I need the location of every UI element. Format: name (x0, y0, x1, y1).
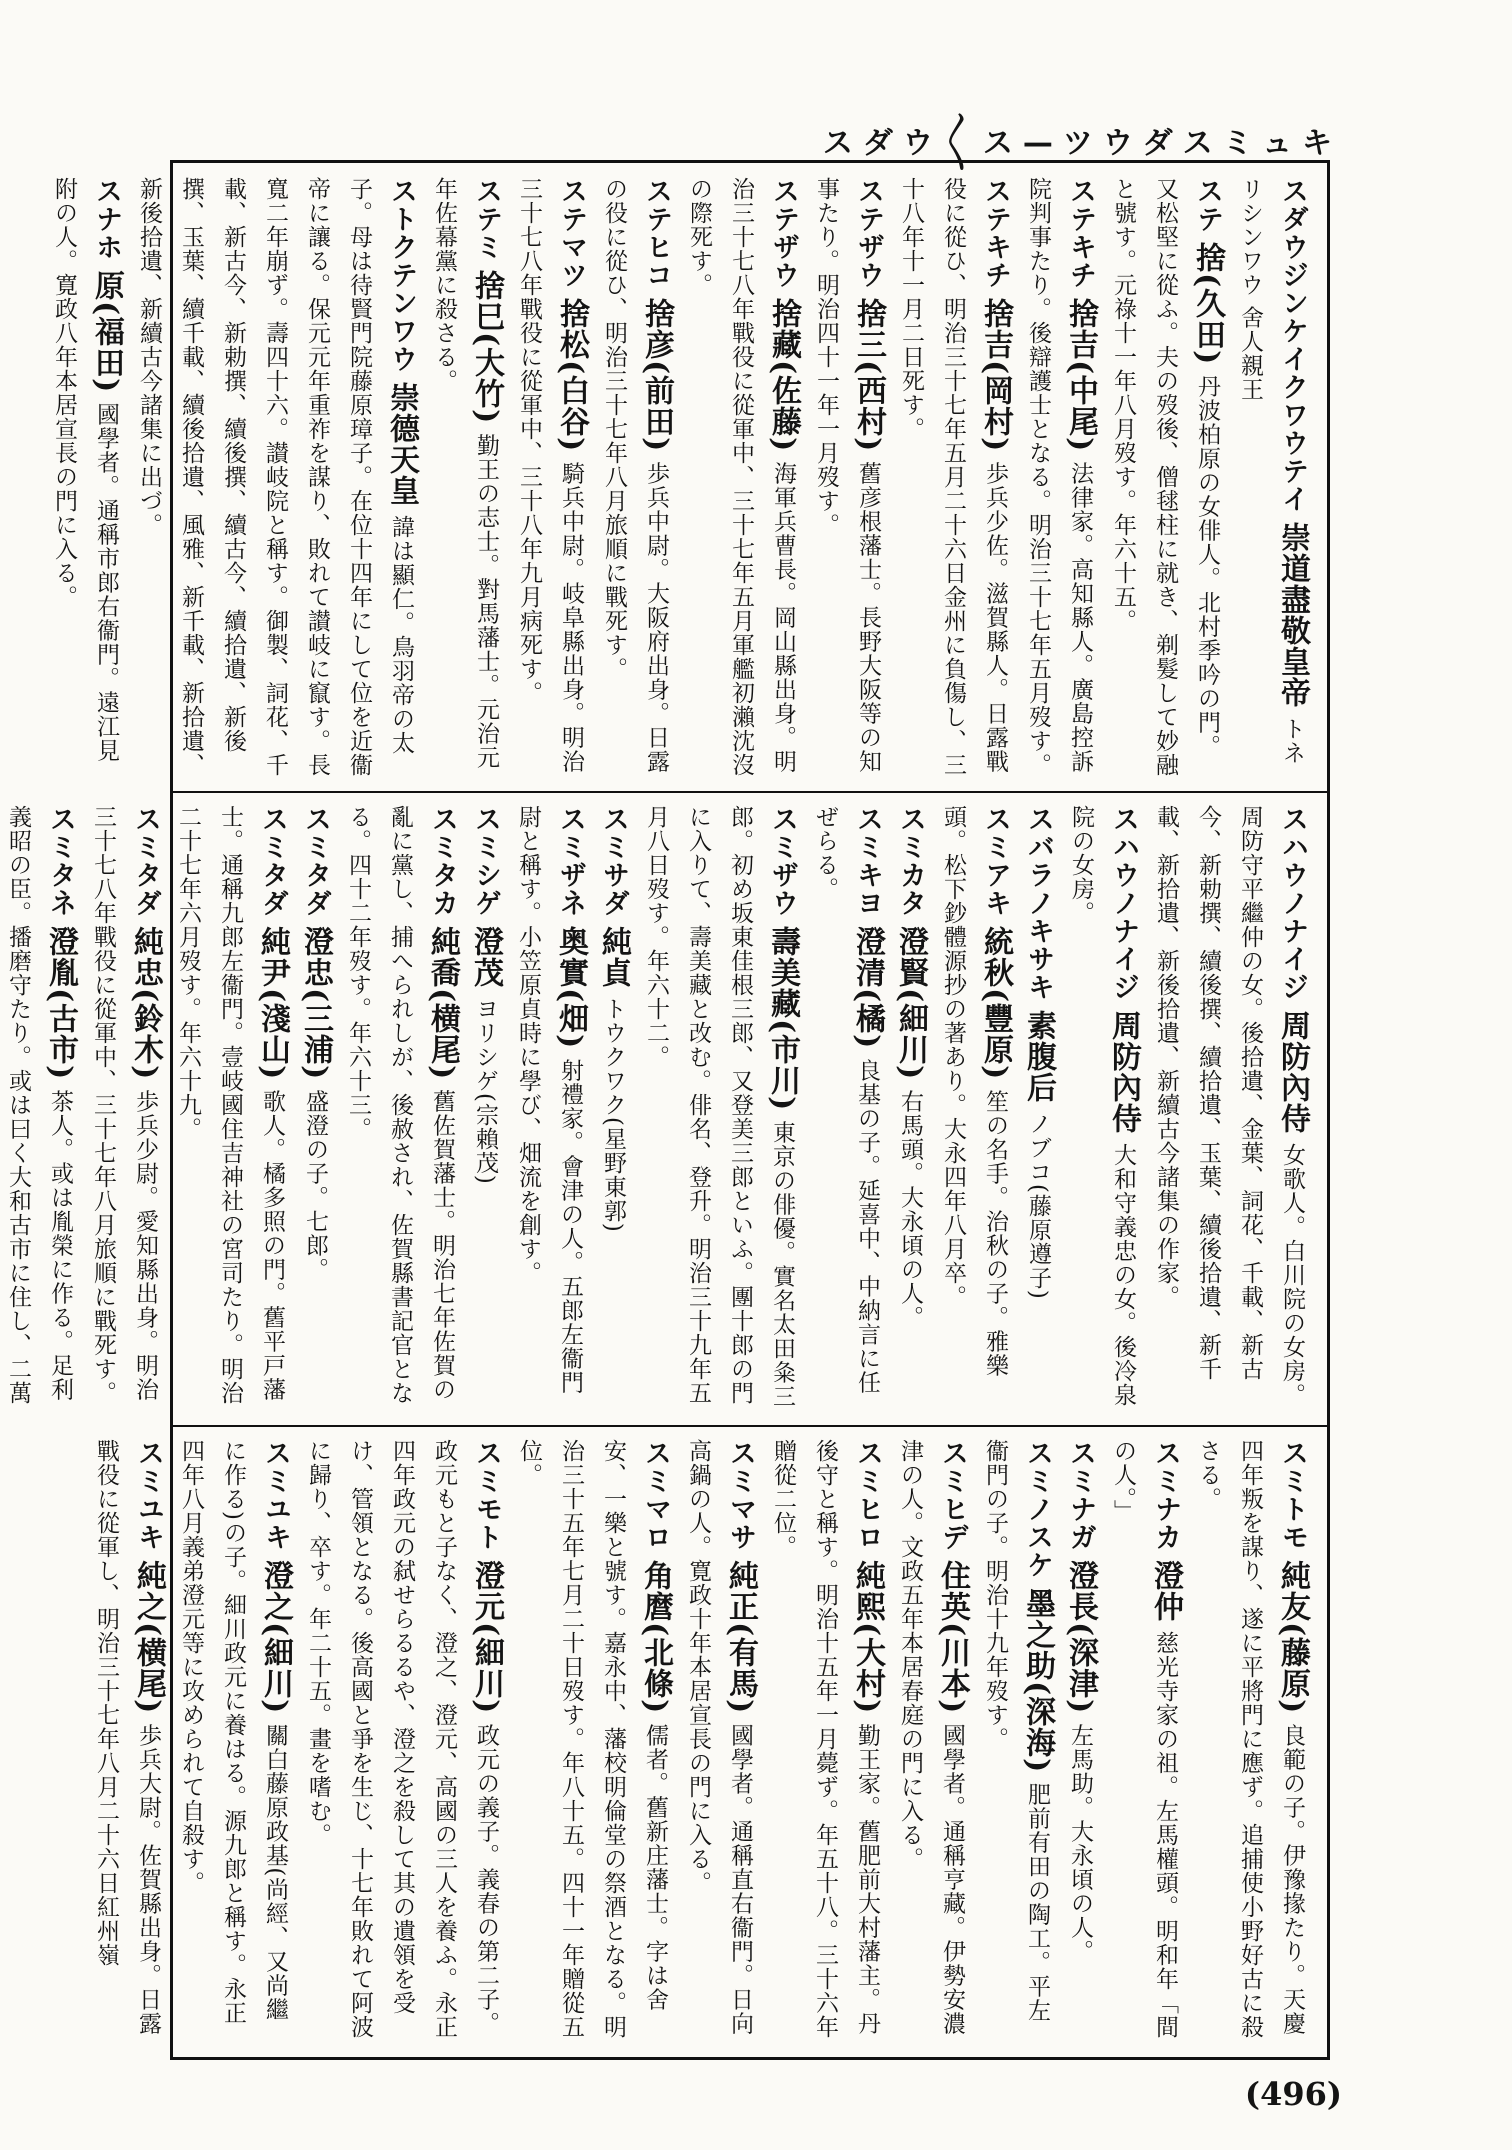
dictionary-entry (422, 177, 507, 777)
entry-body: 丹波柏原の女俳人。北村季吟の門。又松堅に從ふ。夫の歿後、僧毬柱に就き、剃髮して妙融と號す。元祿十一年八月歿す。年六十五。 (1110, 177, 1220, 777)
entry-body: 女歌人。白川院の女房。周防守平繼仲の女。後拾遺、金葉、詞花、千載、新古今、新勅撰、續後撰、續拾遺、玉葉、續後拾遺、新千載、新拾遺、新後拾遺、新續古今諸集の作家。 (1153, 805, 1305, 1407)
dictionary-entry (296, 1439, 507, 2043)
entry-body: 歩兵少尉。愛知縣出身。明治三十七八年戰役に從軍中、三十七年八月旅順に戰死す。 (90, 805, 158, 1405)
entry-heading: スミナガ (1065, 1439, 1096, 1551)
entry-body: 右馬頭。大永頃の人。 (897, 1089, 923, 1330)
entry-body: 歩兵中尉。大阪府出身。日露の役に從ひ、明治三十七年八月旅順に戰死す。 (601, 177, 669, 774)
entry-name: 崇道盡敬皇帝 (1275, 521, 1310, 708)
entry-body: 國學者。通稱直右衞門。日向高鍋の人。寛政十年本居宣長の門に入る。 (685, 1439, 753, 2036)
dictionary-entry (804, 177, 889, 777)
entry-body: 舊彦根藩士。長野大阪等の知事たり。明治四十一年一月歿す。 (813, 177, 881, 774)
entry-body: 慈光寺家の祖。左馬權頭。明和年「間の人。」 (1110, 1439, 1178, 2039)
entry-body: 政元の義子。義春の第二子。政元もと子なく、澄之、澄元、高國の三人を養ふ。永正四年政元の弑せらるるや、澄之を殺して其の遺領を受け、管領となる。後高國と爭を生じ、十七年敗れて阿波に歸り、卒す。年二十五。畫を嗜む。 (305, 1439, 499, 2039)
dictionary-entry (803, 805, 888, 1411)
dictionary-entry (463, 805, 506, 1411)
entry-body: 儒者。舊新庄藩士。字は舍安、一樂と號す。嘉永中、藩校明倫堂の祭酒となる。明治三十五年七月二十日歿す。年八十五。四十一年贈從五位。 (516, 1439, 668, 2039)
dictionary-entry (506, 805, 591, 1411)
entry-heading: スミマサ (725, 1439, 756, 1551)
entry-body: 良範の子。伊豫掾たり。天慶四年叛を謀り、遂に平將門に應ず。追捕使小野好古に殺さる。 (1195, 1439, 1305, 2039)
dictionary-entry (1144, 805, 1313, 1411)
entry-body: 勤王の志士。對馬藩士。元治元年佐幕黨に殺さる。 (431, 177, 499, 770)
dictionary-entry (1186, 1439, 1313, 2043)
entry-body: ヨリシゲ(宗賴茂) (472, 996, 498, 1185)
entry-name: 純正(有馬) (723, 1559, 758, 1715)
dictionary-entry (42, 177, 127, 777)
dictionary-entry (888, 805, 931, 1411)
entry-name: 澄胤(古市) (43, 925, 78, 1081)
entry-body: 肥前有田の陶工。平左衞門の子。明治十九年歿す。 (982, 1439, 1050, 2023)
entry-heading: スミノスケ (1022, 1439, 1053, 1579)
entry-name: 墨之助(深海) (1020, 1587, 1055, 1774)
section-bottom (93, 1425, 1327, 2057)
entry-body: トネリシンワウ 舍人親王 (1237, 177, 1305, 765)
dictionary-entry (1059, 805, 1144, 1411)
entry-heading: ステマツ (556, 177, 587, 289)
entry-heading: スミアキ (980, 805, 1011, 917)
entry-heading: スミタカ (427, 805, 458, 917)
entry-name: 純友(藤原) (1275, 1559, 1310, 1715)
entry-heading: スミザネ (555, 805, 586, 917)
entry-body: 舊佐賀藩士。明治七年佐賀の亂に黨し、捕へられしが、後赦され、佐賀縣書記官となる。四十二年歿す。年六十三。 (345, 805, 455, 1405)
entry-heading: スミザウ (767, 805, 798, 917)
entry-name: 捨松(白谷) (554, 297, 589, 453)
entry-body: 東京の俳優。實名太田粂三郎。初め坂東佳根三郎、又登美三郎といふ。團十郎の門に入りて、壽美藏と改む。俳名、登升。明治三十九年五月八日歿す。年六十二。 (643, 805, 795, 1409)
dictionary-entry (677, 177, 804, 777)
dictionary-entry (127, 177, 422, 777)
page-frame (5, 160, 1330, 2060)
entry-name: 壽美藏(市川) (765, 925, 800, 1112)
entry-name: 捨吉(岡村) (978, 297, 1013, 453)
entry-heading: スミヒロ (852, 1439, 883, 1551)
entry-heading: スミモト (471, 1439, 502, 1551)
entry-body: 國學者。通稱亨藏。伊勢安濃津の人。文政五年本居春庭の門に入る。 (897, 1439, 965, 2036)
entry-name: 澄茂 (468, 925, 503, 988)
entry-name: 澄賢(細川) (893, 925, 928, 1081)
entry-heading: スミタネ (45, 805, 76, 917)
dictionary-entry (1101, 177, 1228, 777)
entry-heading: スダウジンケイクワウテイ (1277, 177, 1308, 513)
entry-heading: スミユキ (260, 1439, 291, 1551)
entry-heading: ステザウ (853, 177, 884, 289)
dictionary-entry (336, 805, 463, 1411)
entry-heading: ステ (1192, 177, 1223, 233)
running-header: スダウ〳〵ス—ツウダスミュキ (822, 126, 1342, 161)
dictionary-entry (507, 1439, 676, 2043)
entry-heading: スミキヨ (852, 805, 883, 917)
entry-name: 純喬(横尾) (425, 925, 460, 1081)
entry-name: 純熙(大村) (850, 1559, 885, 1715)
entry-heading: スミシゲ (470, 805, 501, 917)
entry-heading: スミタダ (300, 805, 331, 917)
entry-heading: ステミ (471, 177, 502, 261)
entry-heading: ステヒコ (641, 177, 672, 289)
entry-heading: スハウノナイジ (1277, 805, 1308, 1001)
entry-name: 素腹后 (1021, 1009, 1056, 1103)
entry-body: 諱は顯仁。鳥羽帝の太子。母は待賢門院藤原璋子。在位十四年にして位を近衞帝に讓る。保元元年重祚を謀り、敗れて讃岐に竄す。長寬二年崩ず。壽四十六。讃岐院と稱す。御製、詞花、千載、新古今、新勅撰、續後撰、續古今、續拾遺、新後撰、玉葉、續千載、續後拾遺、風雅、新千載、新拾遺、新後拾遺、新續古今諸集に出づ。 (136, 177, 414, 777)
dictionary-entry (1016, 177, 1101, 777)
dictionary-entry (1228, 177, 1313, 777)
entry-name: 捨(久田) (1190, 241, 1225, 366)
dictionary-entry (1058, 1439, 1101, 2043)
dictionary-entry (81, 805, 166, 1411)
dictionary-entry (931, 805, 1016, 1411)
entry-name: 澄忠(三浦) (298, 925, 333, 1081)
entry-heading: スミカタ (895, 805, 926, 917)
entry-name: 澄長(深津) (1063, 1559, 1098, 1715)
entry-body: 茶人。或は胤榮に作る。足利義昭の臣。播磨守たり。或は曰く大和古市に住し、二萬 (5, 805, 73, 1405)
entry-body: トウクワク(星野東郭) (600, 996, 626, 1233)
entry-body: 關白藤原政基(尚經、又尚繼に作る)の子。細川政元に養はる。源九郎と稱す。永正四年八月義弟澄元等に攻められて自殺す。 (178, 1439, 288, 2025)
entry-name: 捨彦(前田) (639, 297, 674, 453)
entry-heading: ストクテンワウ (386, 177, 417, 373)
dictionary-entry (761, 1439, 888, 2043)
entry-heading: スミヒデ (937, 1439, 968, 1551)
entry-name: 住英(川本) (935, 1559, 970, 1715)
entry-heading: スミマロ (640, 1439, 671, 1551)
section-top (51, 163, 1327, 791)
dictionary-entry (888, 1439, 973, 2043)
entry-heading: スミナカ (1150, 1439, 1181, 1551)
entry-body: 歌人。橘多照の門。舊平戸藩士。通稱九郎左衞門。壹岐國住吉神社の宮司たり。明治二十七年六月歿す。年六十九。 (175, 805, 285, 1405)
entry-heading: スミタダ (130, 805, 161, 917)
entry-body: 歩兵少佐。滋賀縣人。日露戰役に從ひ、明治三十七年五月二十六日金州に負傷し、三十八年十一月二日死す。 (898, 177, 1008, 777)
entry-heading: スハウノナイジ (1108, 805, 1139, 1001)
dictionary-entry (169, 1439, 296, 2043)
entry-heading: ステザウ (768, 177, 799, 289)
entry-body: 射禮家。會津の人。五郎左衞門尉と稱す。小笠原貞時に學び、畑流を創す。 (515, 805, 583, 1395)
entry-name: 澄元(細川) (469, 1559, 504, 1715)
dictionary-entry (166, 805, 293, 1411)
entry-body: 左馬助。大永頃の人。 (1067, 1723, 1093, 1964)
entry-name: 純尹(淺山) (255, 925, 290, 1081)
dictionary-entry (84, 1439, 169, 2043)
entry-name: 捨吉(中尾) (1063, 297, 1098, 453)
entry-heading: ステキチ (1065, 177, 1096, 289)
dictionary-entry (507, 177, 592, 777)
entry-name: 捨三(西村) (851, 297, 886, 453)
entry-heading: スナホ (91, 177, 122, 261)
dictionary-entry (0, 805, 81, 1411)
entry-name: 澄之(細川) (258, 1559, 293, 1715)
entry-name: 角麿(北條) (638, 1559, 673, 1715)
entry-body: 大和守義忠の女。後冷泉院の女房。 (1068, 805, 1136, 1407)
entry-body: 笙の名手。治秋の子。雅樂頭。松下鈔體源抄の著あり。大永四年八月卒。 (940, 805, 1008, 1378)
entry-heading: スミサダ (598, 805, 629, 917)
entry-name: 純忠(鈴木) (128, 925, 163, 1081)
entry-name: 澄清(橘) (850, 925, 885, 1050)
dictionary-entry (592, 177, 677, 777)
entry-body: 騎兵中尉。岐阜縣出身。明治三十七八年戰役に從軍中、三十八年九月病死す。 (516, 177, 584, 774)
entry-body: 良基の子。延喜中、中納言に任ぜらる。 (812, 805, 880, 1395)
entry-name: 統秋(豐原) (978, 925, 1013, 1081)
dictionary-entry (1101, 1439, 1186, 2043)
entry-heading: スミトモ (1277, 1439, 1308, 1551)
entry-body: 勤王家。舊肥前大村藩主。丹後守と稱す。明治十五年一月薨ず。年五十八。三十六年贈從二位。 (770, 1439, 880, 2039)
entry-body: 國學者。通稱市郎右衞門。遠江見附の人。寛政八年本居宣長の門に入る。 (51, 177, 119, 763)
entry-name: 捨藏(佐藤) (766, 297, 801, 453)
entry-name: 周防內侍 (1275, 1009, 1310, 1134)
page-number: (496) (1244, 2075, 1342, 2113)
entry-name: 崇德天皇 (384, 381, 419, 506)
entry-body: 盛澄の子。七郎。 (302, 1089, 328, 1282)
entry-body: 法律家。高知縣人。廣島控訴院判事たり。後辯護士となる。明治三十七年五月歿す。 (1025, 177, 1093, 777)
dictionary-entry (591, 805, 634, 1411)
dictionary-entry (889, 177, 1016, 777)
entry-body: 歩兵大尉。佐賀縣出身。日露戰役に從軍し、明治三十七年八月二十六日紅州嶺 (93, 1439, 161, 2036)
entry-heading: スミユキ (133, 1439, 164, 1551)
dictionary-entry (634, 805, 803, 1411)
entry-heading: ステキチ (980, 177, 1011, 289)
entry-body: 海軍兵曹長。岡山縣出身。明治三十七八年戰役に從軍中、三十七年五月軍艦初瀨沈沒の際死す。 (686, 177, 796, 777)
dictionary-entry (676, 1439, 761, 2043)
entry-name: 純之(横尾) (131, 1559, 166, 1715)
entry-name: 奥實(畑) (553, 925, 588, 1050)
entry-heading: スミタダ (257, 805, 288, 917)
entry-name: 周防內侍 (1106, 1009, 1141, 1134)
entry-body: ノブコ(藤原遵子) (1025, 1111, 1051, 1300)
entry-name: 澄仲 (1148, 1559, 1183, 1622)
entry-name: 純貞 (596, 925, 631, 988)
dictionary-entry (293, 805, 336, 1411)
section-middle (5, 791, 1327, 1425)
entry-name: 捨巳(大竹) (469, 269, 504, 425)
dictionary-entry (973, 1439, 1058, 2043)
entry-name: 原(福田) (89, 269, 124, 394)
entry-heading: スバラノキサキ (1023, 805, 1054, 1001)
dictionary-entry (1016, 805, 1059, 1411)
